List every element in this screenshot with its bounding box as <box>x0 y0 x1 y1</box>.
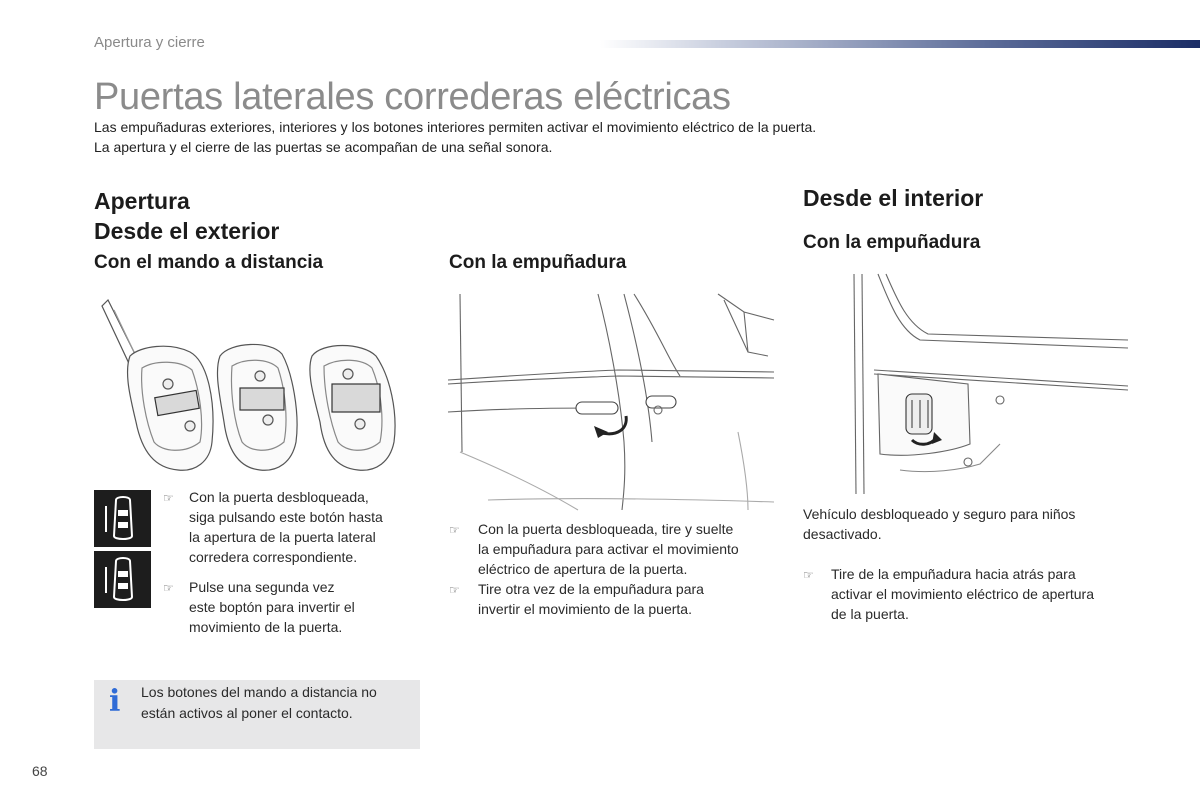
info-box <box>94 680 420 749</box>
text-line: movimiento de la puerta. <box>189 619 343 635</box>
middle-bullet-2 <box>449 579 779 619</box>
pointer-bullet-icon: ☞ <box>163 581 174 595</box>
text-line: Con la puerta desbloqueada, tire y suelte <box>478 521 734 537</box>
remote-keys-illustration <box>100 292 420 482</box>
info-icon: i <box>109 684 121 719</box>
left-bullet-1 <box>163 487 423 567</box>
text-line: invertir el movimiento de la puerta. <box>478 601 692 617</box>
text-line: Pulse una segunda vez <box>189 579 335 595</box>
section-label: Apertura y cierre <box>94 34 205 51</box>
heading-desde-exterior: Desde el exterior <box>94 218 280 244</box>
pointer-bullet-icon: ☞ <box>803 568 814 582</box>
pointer-bullet-icon: ☞ <box>449 583 460 597</box>
right-note <box>803 504 1133 544</box>
subheading-empunadura-interior: Con la empuñadura <box>803 232 981 253</box>
text-line: la apertura de la puerta lateral <box>189 529 376 545</box>
text-line: desactivado. <box>803 526 882 542</box>
text-line: Los botones del mando a distancia no <box>141 684 377 700</box>
text-line: Vehículo desbloqueado y seguro para niños <box>803 506 1076 522</box>
text-line: activar el movimiento eléctrico de apertura <box>831 586 1095 602</box>
header-bar <box>600 40 1200 48</box>
intro-line-1: Las empuñaduras exteriores, interiores y los botones interiores permiten activar el movimiento eléctrico de la puerta. <box>94 119 817 135</box>
left-bullet-2 <box>163 577 423 637</box>
page-title: Puertas laterales correderas eléctricas <box>94 76 731 118</box>
text-line: de la puerta. <box>831 606 909 622</box>
intro-line-2: La apertura y el cierre de las puertas se acompañan de una señal sonora. <box>94 139 553 155</box>
heading-desde-interior: Desde el interior <box>803 185 984 211</box>
text-line: este boptón para invertir el <box>189 599 355 615</box>
page-number: 68 <box>32 763 48 779</box>
text-line: Tire otra vez de la empuñadura para <box>478 581 704 597</box>
text-line: eléctrico de apertura de la puerta. <box>478 561 688 577</box>
right-bullet-1 <box>803 564 1143 624</box>
subheading-empunadura-exterior: Con la empuñadura <box>449 252 627 273</box>
text-line: siga pulsando este botón hasta <box>189 509 383 525</box>
pointer-bullet-icon: ☞ <box>163 491 174 505</box>
text-line: corredera correspondiente. <box>189 549 358 565</box>
info-text <box>141 682 377 724</box>
door-slide-reverse-icon <box>94 551 151 608</box>
subheading-mando-distancia: Con el mando a distancia <box>94 252 324 273</box>
pointer-bullet-icon: ☞ <box>449 523 460 537</box>
heading-apertura: Apertura <box>94 188 190 214</box>
door-slide-button-icon <box>94 490 151 547</box>
text-line: Con la puerta desbloqueada, <box>189 489 369 505</box>
exterior-handle-illustration <box>448 292 774 512</box>
text-line: la empuñadura para activar el movimiento <box>478 541 739 557</box>
text-line: Tire de la empuñadura hacia atrás para <box>831 566 1076 582</box>
interior-handle-illustration <box>850 274 1130 494</box>
middle-bullet-1 <box>449 519 779 579</box>
text-line: están activos al poner el contacto. <box>141 705 353 721</box>
